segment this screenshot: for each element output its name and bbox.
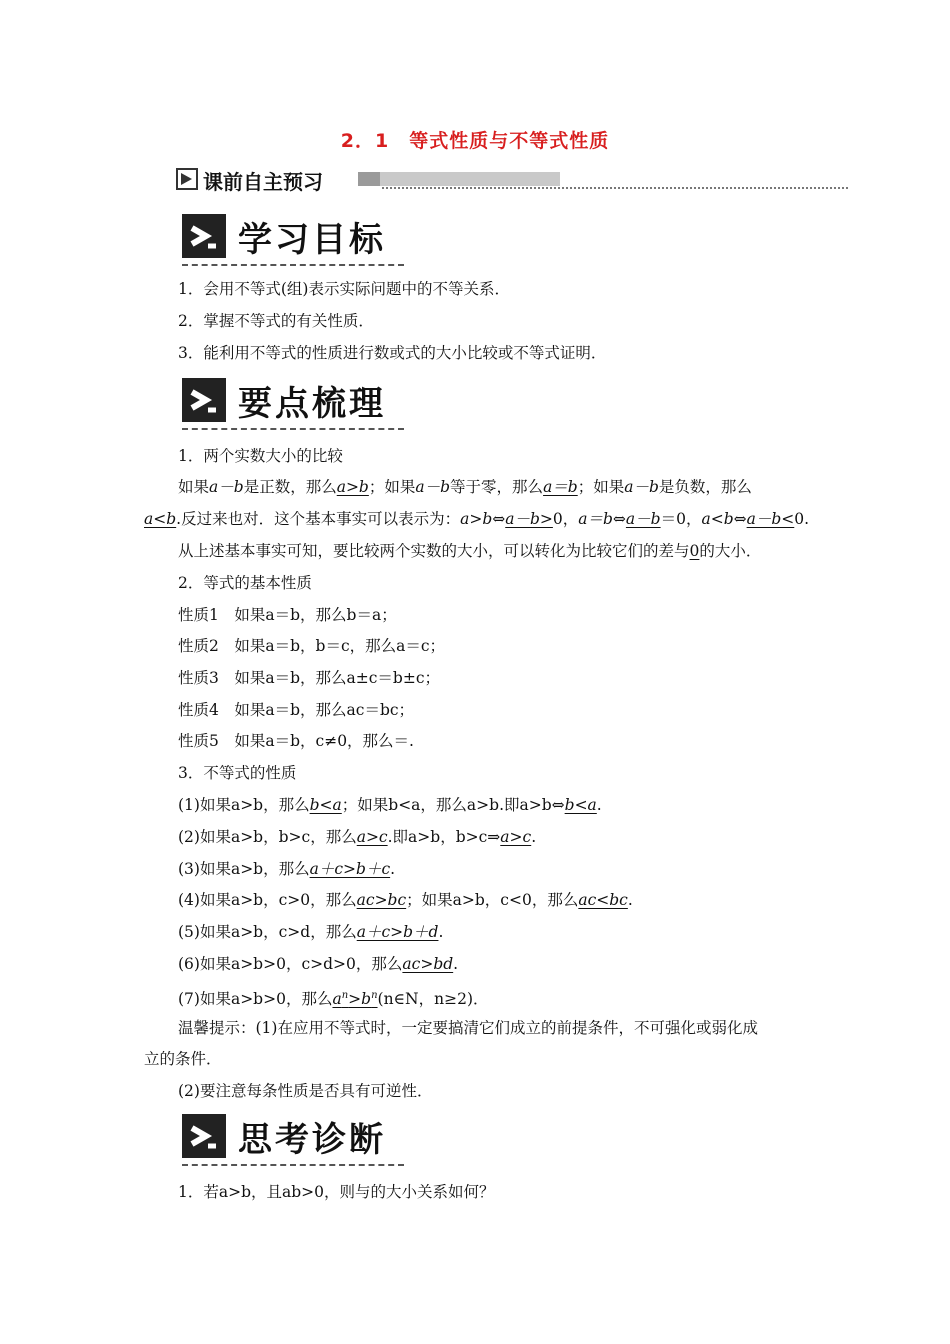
section-header-think xyxy=(182,1114,408,1168)
preview-label: 课前自主预习 xyxy=(203,170,323,194)
chevron-right-icon xyxy=(182,1114,226,1158)
paragraph-line: 从上述基本事实可知，要比较两个实数的大小，可以转化为比较它们的差与0的大小． xyxy=(178,542,762,560)
section-title: 思考诊断 xyxy=(238,1120,386,1160)
tip-line: 立的条件． xyxy=(144,1050,222,1068)
section-title: 要点梳理 xyxy=(238,384,386,424)
subheading: 2．等式的基本性质 xyxy=(178,574,312,592)
property-line: 性质4 如果a＝b，那么ac＝bc； xyxy=(178,701,415,719)
preview-banner xyxy=(176,166,848,192)
tip-line: (2)要注意每条性质是否具有可逆性． xyxy=(178,1082,433,1100)
section-header-goals xyxy=(182,214,408,268)
subheading: 3．不等式的性质 xyxy=(178,764,297,782)
inequality-rule: (3)如果a>b，那么a＋c>b＋c. xyxy=(178,860,396,878)
inequality-rule: (1)如果a>b，那么b<a；如果b<a，那么a>b.即a>b⇔b<a. xyxy=(178,796,602,814)
chevron-right-icon xyxy=(182,214,226,258)
inequality-rule: (7)如果a>b>0，那么$a^n>b^n(n\in N$，n≥2)． xyxy=(178,990,489,1008)
inequality-rule: (4)如果a>b，c>0，那么ac>bc；如果a>b，c<0，那么ac<bc. xyxy=(178,891,633,909)
inequality-rule: (6)如果a>b>0，c>d>0，那么ac>bd. xyxy=(178,955,459,973)
section-header-points xyxy=(182,378,408,432)
preview-dotted-rule xyxy=(382,187,848,189)
paragraph-line: a<b.反过来也对．这个基本事实可以表示为：a>b⇔a－b>0，a＝b⇔a－b＝0，a<b⇔a－b<0. xyxy=(144,510,810,528)
preview-bar-decoration xyxy=(358,172,560,186)
property-line: 性质3 如果a＝b，那么a±c＝b±c； xyxy=(178,669,441,687)
inequality-rule: (2)如果a>b，b>c，那么a>c.即a>b，b>c⇒a>c. xyxy=(178,828,537,846)
tip-line: 温馨提示：(1)在应用不等式时，一定要搞清它们成立的前提条件，不可强化或弱化成 xyxy=(178,1019,758,1037)
arrow-icon xyxy=(176,168,198,190)
paragraph-line: 如果a－b是正数，那么a>b；如果a－b等于零，那么a＝b；如果a－b是负数，那么 xyxy=(178,478,752,496)
property-line: 性质5 如果a＝b，c≠0，那么＝. xyxy=(178,732,414,750)
goal-item: 1．会用不等式(组)表示实际问题中的不等关系． xyxy=(178,280,510,298)
goal-item: 2．掌握不等式的有关性质． xyxy=(178,312,374,330)
subheading: 1．两个实数大小的比较 xyxy=(178,447,343,465)
property-line: 性质2 如果a＝b，b＝c，那么a＝c； xyxy=(178,637,446,655)
question-item: 1．若a>b，且ab>0，则与的大小关系如何？ xyxy=(178,1183,495,1201)
page-title: 2．1 等式性质与不等式性质 xyxy=(340,130,610,152)
inequality-rule: (5)如果a>b，c>d，那么a＋c>b＋d. xyxy=(178,923,444,941)
goal-item: 3．能利用不等式的性质进行数或式的大小比较或不等式证明． xyxy=(178,344,607,362)
property-line: 性质1 如果a＝b，那么b＝a； xyxy=(178,606,397,624)
section-title: 学习目标 xyxy=(238,220,386,260)
chevron-right-icon xyxy=(182,378,226,422)
